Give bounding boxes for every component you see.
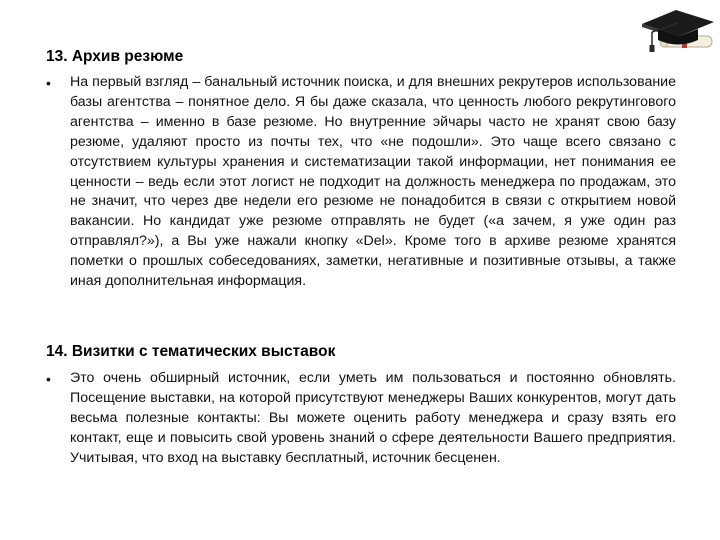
- graduation-cap-diploma-icon: [634, 2, 718, 62]
- slide-header-band: [0, 0, 720, 44]
- bullet-item: [46, 369, 676, 469]
- section-title: 14. Визитки с тематических выставок: [46, 343, 336, 360]
- bullet-marker: •: [46, 75, 51, 91]
- bullet-text: На первый взгляд – банальный источник поиска, и для внешних рекрутеров использование базы агентства – понятное дело. Я бы даже сказала, что ценность любого рекрутингового агентства – именно в базе резюме. Но внутренние эйчары часто не хранят свою базу резюме, удаляют просто из почты тех, что «не подошли». Это чаще всего связано с отсутствием культуры хранения и систематизации такой информации, нет понимания ее ценности – ведь если этот логист не подходит на должность менеджера по продажам, это не значит, что через две недели его резюме не понадобится в связи с открытием новой вакансии. Но кандидат уже резюме отправлять не будет («а зачем, я уже один раз отправлял?»), а Вы уже нажали кнопку «Del». Кроме того в архиве резюме хранятся пометки о прошлых собеседованиях, заметки, негативные и позитивные отзывы, а также иная дополнительная информация.: [70, 74, 676, 290]
- bullet-item: [46, 73, 676, 292]
- bullet-text: Это очень обширный источник, если уметь им пользоваться и постоянно обновлять. Посещение выставки, на которой присутствуют менеджеры Ваших конкурентов, могут дать весьма полезные контакты: Вы можете оценить работу менеджера и сразу взять его контакт, еще и повысить свой уровень знаний о сфере деятельности Вашего предприятия. Учитывая, что вход на выставку бесплатный, источник бесценен.: [70, 370, 676, 466]
- bullet-marker: •: [46, 371, 51, 387]
- section-title: 13. Архив резюме: [46, 48, 184, 65]
